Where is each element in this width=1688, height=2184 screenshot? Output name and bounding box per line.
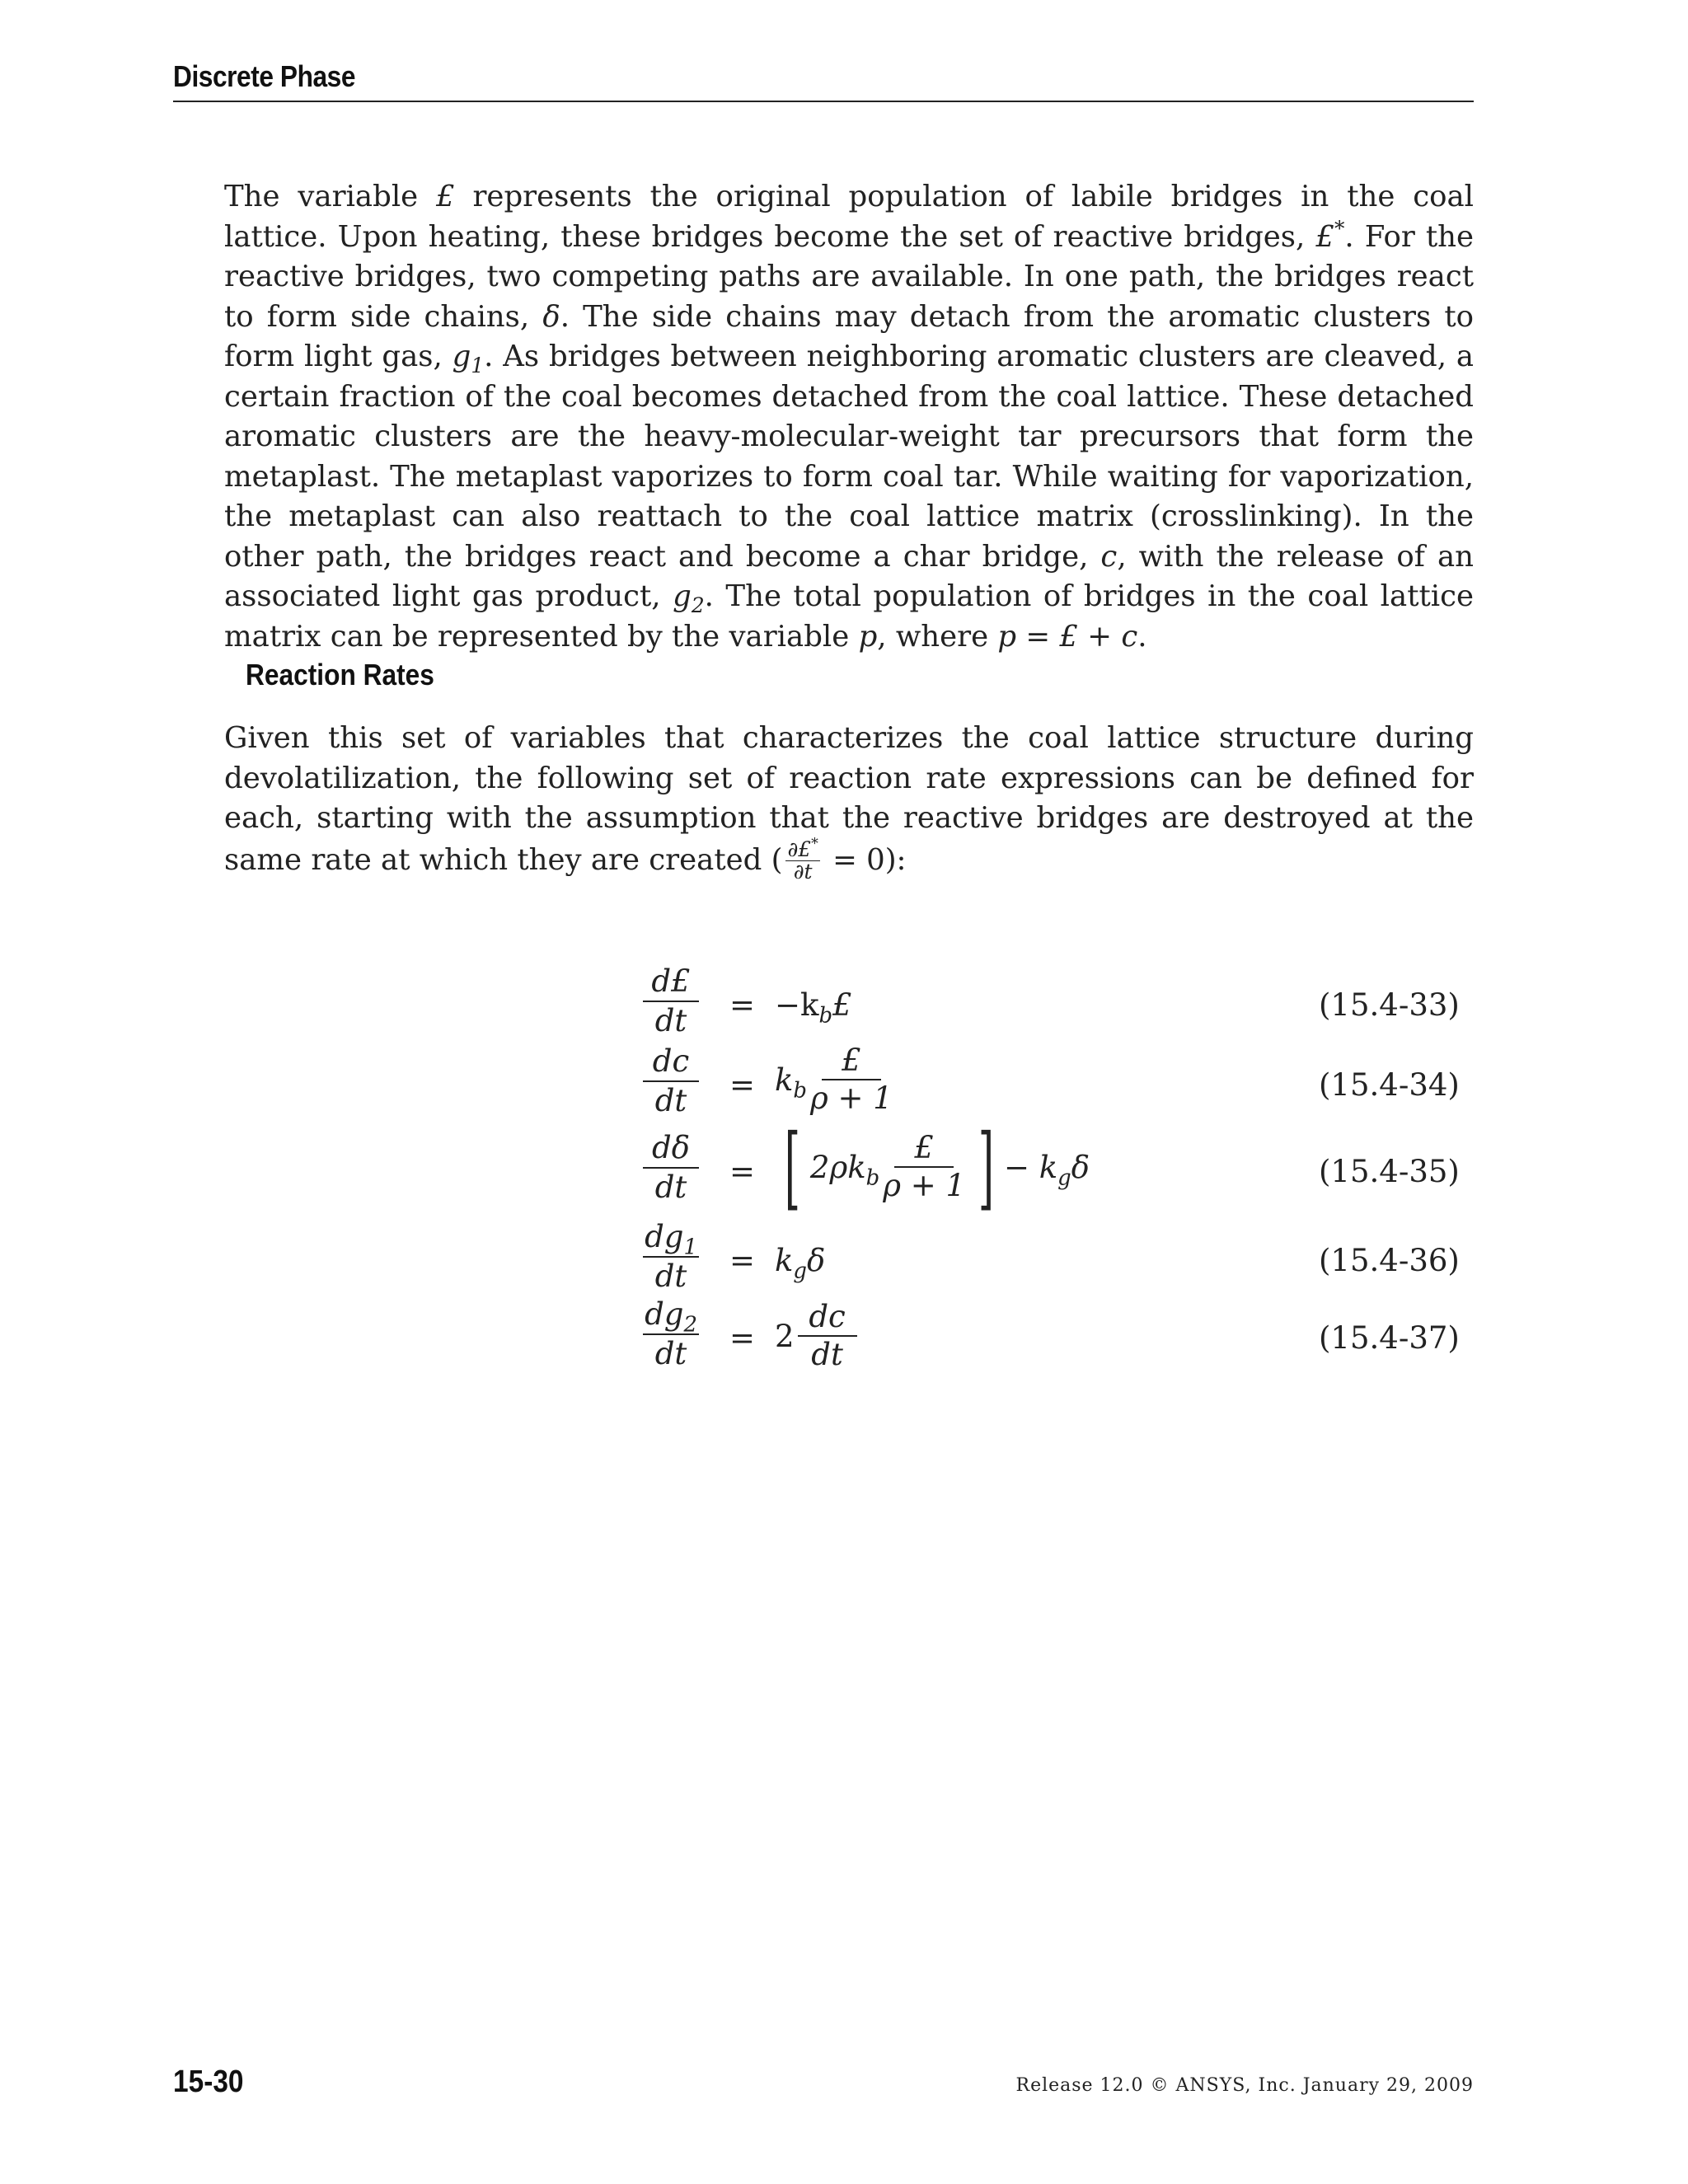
- equation-p-total: p = £ + c: [997, 619, 1138, 654]
- equation-rhs: −k $_b$ £: [775, 987, 852, 1029]
- text-segment: , where: [877, 619, 998, 654]
- equation-number: (15.4-36): [1319, 1243, 1460, 1278]
- text-segment: , with the release of an associated light gas product,: [224, 539, 1474, 613]
- symbol-c: c: [1100, 539, 1118, 574]
- equation-lhs: $\frac{dg_2}{dt}$: [643, 1296, 699, 1373]
- equation-row: [0, 1043, 1688, 1125]
- equation-number: (15.4-35): [1319, 1154, 1460, 1189]
- running-header-title: Discrete Phase: [173, 59, 356, 93]
- equation-number: (15.4-37): [1319, 1320, 1460, 1356]
- equals-sign: =: [729, 987, 756, 1023]
- paragraph-coal-lattice: [224, 177, 1474, 657]
- section-heading: Reaction Rates: [246, 658, 434, 691]
- symbol-L-star: £*: [1315, 216, 1345, 254]
- fraction: $\frac{dc}{dt}$: [798, 1299, 857, 1373]
- equation-rhs: 2 $\frac{dc}{dt}$: [775, 1299, 860, 1373]
- right-bracket: ]: [978, 1114, 995, 1220]
- equation-number: (15.4-33): [1319, 987, 1460, 1023]
- fraction-denominator: ∂t: [793, 859, 813, 883]
- symbol-p: p: [858, 619, 878, 654]
- equation-row: [0, 963, 1688, 1045]
- equals-sign: =: [729, 1320, 756, 1356]
- symbol-L: £: [436, 180, 455, 213]
- text-segment: Given this set of variables that characterizes the coal lattice structure during devolatilization, the following set of reaction rate expressions can be defined for each, starting with the assumption that the reactive bridges are destroyed at the same rate at which they are created (: [224, 721, 1474, 877]
- left-bracket: [: [784, 1114, 801, 1220]
- equals-sign: =: [729, 1154, 756, 1189]
- text-segment: The variable: [224, 180, 437, 213]
- symbol-g1: $g_1$: [452, 340, 485, 378]
- inline-partial-fraction: [785, 836, 819, 883]
- release-footer: Release 12.0 © ANSYS, Inc. January 29, 2009: [1015, 2075, 1474, 2096]
- equation-row: [0, 1218, 1688, 1301]
- text-segment: .: [1137, 619, 1147, 654]
- text-segment: = 0):: [823, 842, 907, 877]
- header-rule: [173, 101, 1474, 102]
- symbol-g2: $g_2$: [673, 579, 705, 618]
- text-segment: . As bridges between neighboring aromatic clusters are cleaved, a certain fraction of the coal becomes detached from the coal lattice. These detached aromatic clusters are the heavy-molecular-weight tar precursors that form the metaplast. The metaplast vaporizes to form coal tar. While waiting for vaporization, the metaplast can also reattach to the coal lattice matrix (crosslinking). In the other path, the bridges react and become a char bridge,: [224, 340, 1474, 574]
- equation-lhs: $\frac{dg_1}{dt}$: [643, 1218, 699, 1296]
- page-number: 15-30: [173, 2064, 244, 2099]
- equation-rhs: k $_g$ δ: [775, 1243, 826, 1284]
- paragraph-reaction-rates: [224, 719, 1474, 883]
- text-segment: . The side chains may detach from the aromatic clusters to form light gas,: [224, 299, 1474, 373]
- fraction: $\frac{£}{\rho + 1}$: [810, 1043, 893, 1116]
- equation-row: [0, 1114, 1688, 1220]
- text-segment: represents the original population of labile bridges in the coal lattice. Upon heating, these bridges become the set of reactive bridges,: [224, 180, 1474, 254]
- equation-row: [0, 1296, 1688, 1378]
- symbol-delta: δ: [542, 299, 560, 334]
- equation-lhs: $\frac{d\delta}{dt}$: [643, 1129, 699, 1207]
- equals-sign: =: [729, 1067, 756, 1103]
- fraction: $\frac{£}{\rho + 1}$: [883, 1130, 966, 1203]
- fraction-numerator: ∂£*: [787, 836, 818, 861]
- equation-number: (15.4-34): [1319, 1067, 1460, 1103]
- text-segment: . The total population of bridges in the coal lattice matrix can be represented by the variable: [224, 579, 1474, 654]
- equation-rhs: [ 2ρk $_b$ $\frac{£}{\rho + 1}$ ] − k $_g$ δ: [784, 1114, 1090, 1220]
- equals-sign: =: [729, 1243, 756, 1278]
- equation-lhs: $\frac{dc}{dt}$: [643, 1043, 699, 1120]
- equation-lhs: $\frac{d£}{dt}$: [643, 963, 699, 1040]
- equation-rhs: k $_b$ $\frac{£}{\rho + 1}$: [775, 1043, 893, 1116]
- text-segment: . For the reactive bridges, two competing paths are available. In one path, the bridges react to form side chains,: [224, 219, 1475, 334]
